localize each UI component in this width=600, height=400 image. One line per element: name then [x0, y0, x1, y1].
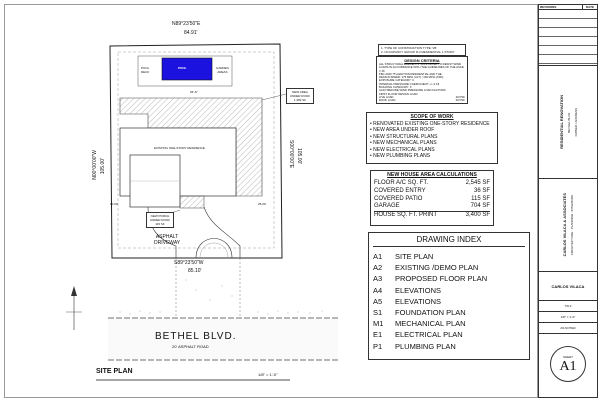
- index-row: A4 ELEVATIONS: [373, 285, 441, 295]
- west-distance: 105.00': [100, 158, 106, 175]
- criteria-line: DESIGN SPEED: 175 MPH (ULT) / 136 MPH (ASD): [379, 75, 444, 80]
- scope-title: SCOPE OF WORK: [410, 114, 454, 120]
- scope-item: • RENOVATED EXISTING ONE-STORY RESIDENCE: [370, 121, 490, 127]
- side-label-right: 25.00': [258, 202, 267, 206]
- driveway-label: ASPHALT DRIVEWAY: [154, 234, 181, 246]
- owner-vertical: OWNER / ADDRESS: [573, 107, 578, 137]
- drawing-index-box: [368, 232, 530, 360]
- index-row: P1 PLUMBING PLAN: [373, 341, 456, 351]
- north-distance: 84.91': [184, 30, 198, 36]
- side-label-left: 10.00': [110, 202, 119, 206]
- north-arrow: [66, 286, 82, 330]
- criteria-line: EXPOSURE CATEGORY: C: [379, 78, 415, 83]
- calc-row: FLOOR A/C SQ. FT. 2,545 SF: [374, 180, 490, 186]
- driveway-edge-right: [204, 207, 240, 258]
- east-distance: 105.00': [296, 148, 302, 165]
- index-row: A1 SITE PLAN: [373, 252, 434, 261]
- revision-row: [539, 55, 597, 64]
- calc-row: COVERED PATIO 115 SF: [374, 195, 490, 202]
- area-calc-title: NEW HOUSE AREA CALCULATIONS: [387, 172, 477, 178]
- criteria-line: FIRST FLOOR DESIGN LOAD:: [379, 91, 419, 96]
- criteria-line: FBC 2020 7TH EDITION RESIDENTIAL AND THE: [379, 71, 442, 76]
- garden-label: GARDEN AREAS: [216, 66, 229, 74]
- road-sub: 20' ASPHALT ROAD: [172, 344, 209, 349]
- designer-sub-vertical: ARCHITECTURE . PLANNING . INTERIORS: [570, 194, 574, 256]
- designer-name: CARLOS VILACA: [551, 283, 585, 289]
- project-subtitle-vertical: BETHEL BLVD.: [566, 111, 571, 133]
- design-criteria-title: DESIGN CRITERIA: [404, 58, 440, 63]
- project-info: [539, 66, 597, 179]
- porch-callout: NEW PORCH UNDER ROOF 115 SF: [146, 212, 174, 228]
- sheet-number: A1: [559, 358, 577, 374]
- criteria-load: 20 PSF: [455, 98, 465, 103]
- pool: [162, 58, 212, 80]
- scope-item: • NEW MECHANICAL PLANS: [370, 140, 437, 147]
- road-name: BETHEL BLVD.: [155, 331, 237, 342]
- sheet-label: SHEET: [562, 354, 573, 359]
- revision-row: [539, 28, 597, 37]
- criteria-line: LOADS IN ACCORDANCE WITH THE GUIDELINES OF THE ASCE 7-16: [379, 65, 464, 73]
- index-row: M1 MECHANICAL PLAN: [373, 319, 466, 329]
- stipple-texture: [120, 280, 323, 315]
- index-row: E1 ELECTRICAL PLAN: [373, 330, 463, 340]
- drawn-label: AS NOTED: [539, 323, 597, 334]
- new-area-callout: NEW AREA UNDER ROOF 1,382 SF: [286, 88, 314, 104]
- scope-of-work-box: [366, 112, 498, 164]
- revision-row: [539, 10, 597, 19]
- criteria-line: LIVE LOAD: [379, 94, 394, 99]
- sheet-number-area: [539, 334, 597, 394]
- index-row: A5 ELEVATIONS: [373, 296, 441, 306]
- scale-label: 1/8" = 1'-0": [539, 312, 597, 323]
- east-bearing: S00°00'00"E: [288, 140, 294, 169]
- sheet-circle: [550, 346, 586, 382]
- west-bearing: N00°00'00"W: [92, 150, 98, 180]
- revisions-header: REVISIONS: [540, 5, 557, 9]
- index-row: A3 PROPOSED FLOOR PLAN: [373, 274, 488, 284]
- site-plan-title: SITE PLAN: [96, 368, 133, 375]
- date-header: DATE: [582, 5, 597, 9]
- note-line: 1. TYPE OF CONSTRUCTION TYPE: VB: [381, 46, 437, 50]
- revision-row: [539, 37, 597, 46]
- site-plan-scale: 1/8" = 1'-0": [258, 372, 278, 377]
- pool-label: POOL: [178, 66, 187, 70]
- notes-box: [378, 44, 466, 56]
- area-calc-box: [370, 170, 494, 226]
- revision-row: [539, 46, 597, 55]
- index-row: A2 EXISTING /DEMO PLAN: [373, 263, 479, 273]
- index-row: S1 FOUNDATION PLAN: [373, 308, 466, 318]
- scope-item: • NEW AREA UNDER ROOF: [370, 127, 435, 134]
- north-bearing: N89°23'50"E: [172, 21, 201, 27]
- criteria-line: INTERNAL PRESSURE COEFFICIENT: +/- 0.18: [379, 81, 440, 86]
- residence-label: EXISTING ONE-STORY RESIDENCE: [154, 146, 205, 150]
- designer-stamp: [539, 272, 597, 301]
- project-number: 7/8-2: [539, 301, 597, 312]
- criteria-line: BUILDING CATEGORY: II: [379, 85, 412, 90]
- designer-name-vertical: CARLOS VILACA & ASSOCIATES: [562, 193, 567, 257]
- calc-row-total: HOUSE SQ. FT. PRINT 3,400 SF: [374, 212, 490, 219]
- design-criteria-box: [376, 56, 468, 104]
- criteria-line: ALSO BEFORE WIND PRESSURE LOAD FACTORS: [379, 88, 446, 93]
- scope-item: • NEW ELECTRICAL PLANS: [370, 146, 435, 153]
- note-line: 2. OCCUPANCY GROUP R-3 RESIDENTIAL 1 STORY: [381, 50, 455, 54]
- south-bearing: S89°23'50"W: [174, 260, 204, 266]
- revisions-table: [539, 5, 597, 66]
- porch: [180, 196, 204, 208]
- drawing-index-title: DRAWING INDEX: [373, 235, 525, 247]
- scope-item: • NEW PLUMBING PLANS: [370, 153, 431, 160]
- dim-top: 26'-6": [190, 90, 198, 94]
- calc-row: GARAGE 704 SF: [374, 203, 490, 210]
- criteria-load: 40 PSF: [455, 94, 465, 99]
- pool-deck-label: POOL DECK: [141, 66, 150, 74]
- criteria-line: ROOF LOAD: [379, 98, 396, 103]
- south-distance: 85.10': [188, 268, 202, 274]
- title-block: [538, 4, 598, 398]
- revision-row: [539, 19, 597, 28]
- project-title-vertical: RESIDENTIAL RENOVATION: [558, 95, 564, 149]
- designer-info: [539, 179, 597, 272]
- scope-item: • NEW STRUCTURAL PLANS: [370, 133, 438, 140]
- criteria-line: ALL STRUCTURAL ELEMENTS SUPPORTED TO RESIST WIND: [379, 62, 461, 66]
- calc-row: COVERED ENTRY 36 SF: [374, 187, 490, 194]
